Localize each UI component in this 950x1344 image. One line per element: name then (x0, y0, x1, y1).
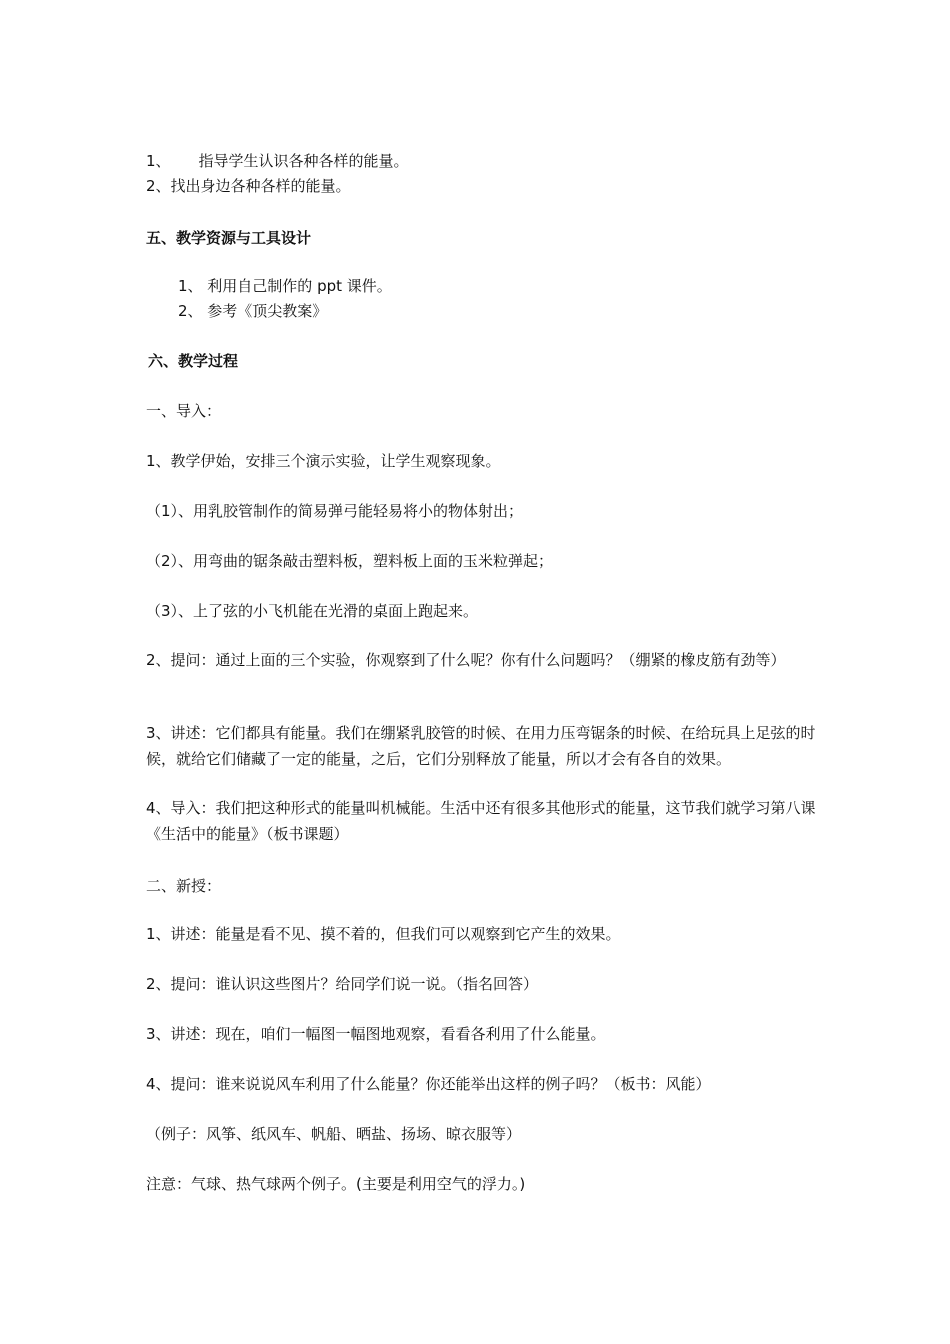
resource-item-1: 1、 利用自己制作的 ppt 课件。 (178, 277, 392, 295)
experiment-1: （1）、用乳胶管制作的简易弹弓能轻易将小的物体射出； (146, 502, 524, 520)
intro-paragraph-2: 2、提问：通过上面的三个实验，你观察到了什么呢？你有什么问题吗？（绷紧的橡皮筋有劲等） (146, 651, 786, 669)
objective-item-1 (146, 151, 409, 171)
note-line: 注意：气球、热气球两个例子。(主要是利用空气的浮力。) (146, 1175, 526, 1193)
new-lesson-paragraph-2: 2、提问：谁认识这些图片？给同学们说一说。（指名回答） (146, 975, 539, 993)
intro-heading: 一、导入： (146, 402, 222, 420)
intro-paragraph-3: 3、讲述：它们都具有能量。我们在绷紧乳胶管的时候、在用力压弯锯条的时候、在给玩具上足弦的时候，就给它们储藏了一定的能量，之后，它们分别释放了能量，所以才会有各自的效果。 (146, 724, 816, 768)
section-5-heading: 五、教学资源与工具设计 (146, 229, 312, 247)
resource-item-2: 2、 参考《顶尖教案》 (178, 302, 328, 320)
examples-line: （例子：风筝、纸风车、帆船、晒盐、扬场、晾衣服等） (146, 1125, 522, 1143)
intro-paragraph-4: 4、导入：我们把这种形式的能量叫机械能。生活中还有很多其他形式的能量，这节我们就学习第八课《生活中的能量》（板书课题） (146, 799, 816, 843)
new-lesson-paragraph-4: 4、提问：谁来说说风车利用了什么能量？你还能举出这样的例子吗？（板书：风能） (146, 1075, 711, 1093)
experiment-2: （2）、用弯曲的锯条敲击塑料板，塑料板上面的玉米粒弹起； (146, 552, 554, 570)
section-6-heading: 六、教学过程 (148, 352, 239, 370)
objective-item-1-text: 指导学生认识各种各样的能量。 (198, 152, 409, 170)
experiment-3: （3）、上了弦的小飞机能在光滑的桌面上跑起来。 (146, 602, 479, 620)
new-lesson-paragraph-1: 1、讲述：能量是看不见、摸不着的，但我们可以观察到它产生的效果。 (146, 925, 621, 943)
new-lesson-paragraph-3: 3、讲述：现在，咱们一幅图一幅图地观察，看看各利用了什么能量。 (146, 1025, 606, 1043)
intro-paragraph-1: 1、教学伊始，安排三个演示实验，让学生观察现象。 (146, 452, 501, 470)
objective-item-1-number: 1、 (146, 152, 171, 170)
new-lesson-heading: 二、新授： (146, 877, 222, 895)
objective-item-2: 2、找出身边各种各样的能量。 (146, 177, 351, 195)
